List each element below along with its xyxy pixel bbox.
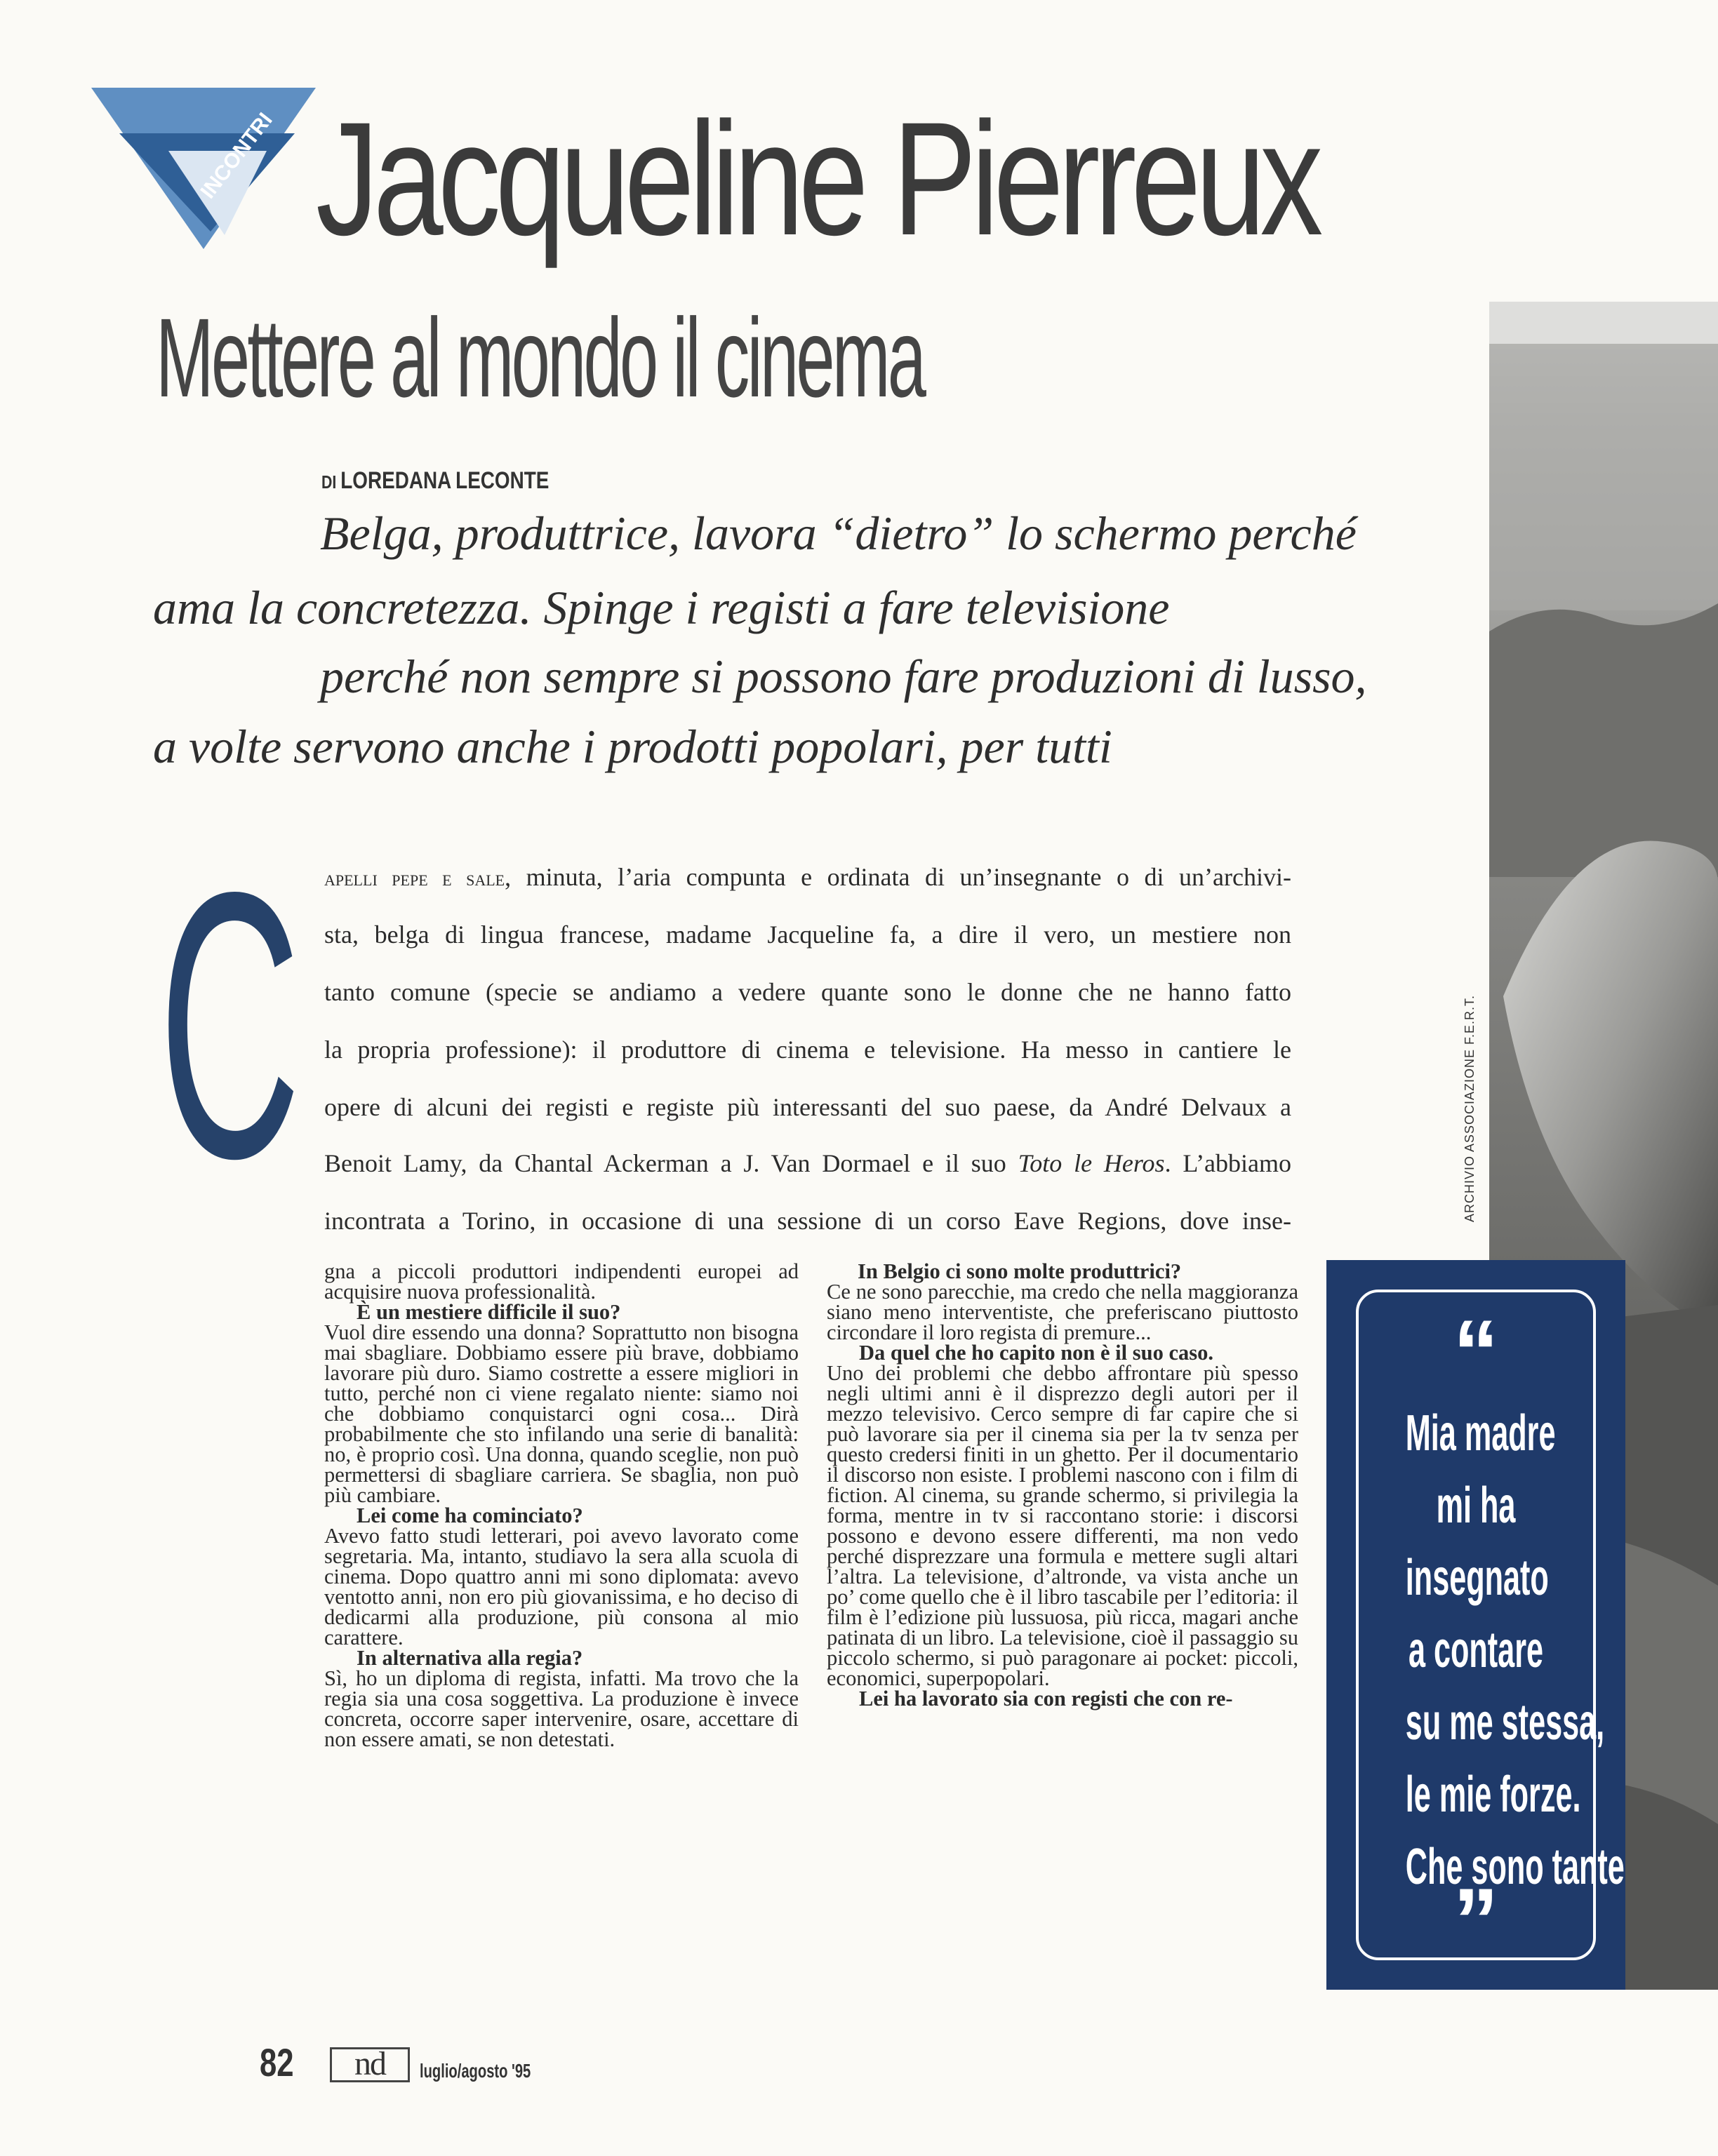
film-title: Toto le Heros	[1018, 1149, 1165, 1177]
intro-line-5: opere di alcuni dei registi e registe più interessanti del suo paese, da André Delvaux a	[324, 1093, 1291, 1121]
quote-line: a contare	[1408, 1622, 1544, 1678]
interview-question: È un mestiere difficile il suo?	[357, 1300, 621, 1324]
interview-answer: Uno dei problemi che debbo affrontare più spesso negli ultimi anni è il disprezzo degli autori per il mezzo televisivo. Cerco sempre di far capire che si può lavorare sia per il cinema sia per la tv senza per questo credersi finiti in un ghetto. Per il documentario il discorso non esiste. I problemi nascono con i film di fiction. Al cinema, su grande schermo, si privilegia la forma, mentre in tv si raccontano storie: i discorsi possono e devono essere differenti, ma non vedo perché disprezzare una formula e mettere sugli altari l’altra. La televisione, d’altronde, va vista anche un po’ come quello che è il libro tascabile per l’editoria: il film è l’edizione più lussuosa, più ricca, magari anche patinata di un libro. La televisione, cioè il passaggio su piccolo schermo, si può paragonare ai pocket: piccoli, economici, superpopolari.	[827, 1361, 1298, 1690]
interview-question: In Belgio ci sono molte produttrici?	[858, 1259, 1182, 1283]
lead-line-4: a volte servono anche i prodotti popolari, per tutti	[153, 720, 1112, 773]
section-badge-triangles	[84, 84, 323, 253]
article-subtitle: Mettere al mondo il cinema	[156, 295, 924, 420]
quote-line: insegnato	[1405, 1550, 1549, 1606]
quote-open-mark: “	[1453, 1301, 1499, 1403]
issue-date: luglio/agosto '95	[420, 2060, 531, 2082]
lead-line-3: perché non sempre si possono fare produzioni di lusso,	[320, 650, 1367, 703]
lead-line-1: Belga, produttrice, lavora “dietro” lo schermo perché	[320, 507, 1357, 560]
interview-answer: Ce ne sono parecchie, ma credo che nella maggioranza siano meno interventiste, che preferiscano piuttosto circondare il loro regista di premure...	[827, 1280, 1298, 1344]
byline-last: LECONTE	[455, 467, 550, 494]
intro-line-6: Benoit Lamy, da Chantal Ackerman a J. Van Dormael e il suo Toto le Heros. L’abbiamo	[324, 1149, 1292, 1177]
interview-answer: Sì, ho un diploma di regista, infatti. Ma trovo che la regia sia una cosa soggettiva. La produzione è invece concreta, occorre saper intervenire, osare, accettare di non essere amati, se non detestati.	[324, 1666, 799, 1751]
photo-credit: ARCHIVIO ASSOCIAZIONE F.E.R.T.	[1463, 994, 1477, 1222]
intro-line-1: apelli pepe e sale, minuta, l’aria compunta e ordinata di un’insegnante o di un’archivi-	[324, 863, 1291, 891]
lead-line-2: ama la concretezza. Spinge i registi a fare televisione	[153, 581, 1170, 634]
quote-close-mark: ”	[1453, 1869, 1499, 1971]
quote-line: mi ha	[1436, 1478, 1516, 1534]
intro-line-7: incontrata a Torino, in occasione di una sessione di un corso Eave Regions, dove inse-	[324, 1207, 1291, 1235]
article-column-1	[324, 1261, 799, 1750]
pull-quote-frame	[1356, 1290, 1625, 1971]
quote-line: Mia madre	[1405, 1405, 1556, 1461]
article-title: Jacqueline Pierreux	[316, 88, 1318, 269]
section-label: INCONTRI	[196, 108, 277, 203]
interview-answer: Avevo fatto studi letterari, poi avevo lavorato come segretaria. Ma, intanto, studiavo la sera alla scuola di cinema. Dopo quattro anni mi sono diplomata: avevo ventotto anni, non ero più giovanissima, e ho deciso di dedicarmi alla produzione, più consona al mio carattere.	[324, 1524, 799, 1649]
pull-quote-text	[1359, 1398, 1625, 1903]
drop-cap: C	[159, 814, 301, 1237]
body-paragraph: gna a piccoli produttori indipendenti europei ad acquisire nuova professionalità.	[324, 1259, 799, 1304]
article-column-2	[827, 1261, 1298, 1709]
quote-line: su me stessa,	[1405, 1694, 1605, 1750]
interview-question: Lei come ha cominciato?	[357, 1504, 583, 1527]
byline-prefix: DI	[321, 471, 337, 493]
interview-question: In alternativa alla regia?	[357, 1646, 583, 1670]
quote-line: le mie forze.	[1405, 1767, 1581, 1823]
intro-small-caps: apelli pepe e sale	[324, 865, 505, 890]
page-number: 82	[260, 2040, 294, 2084]
interview-question: Da quel che ho capito non è il suo caso.	[859, 1341, 1213, 1365]
pull-quote-box	[1326, 1260, 1625, 1990]
intro-line-2: sta, belga di lingua francese, madame Jacqueline fa, a dire il vero, un mestiere non	[324, 920, 1291, 949]
section-badge	[84, 84, 323, 253]
magazine-logo: nd	[330, 2047, 410, 2082]
intro-line-3: tanto comune (specie se andiamo a vedere quante sono le donne che ne hanno fatto	[324, 978, 1291, 1006]
byline-first: LOREDANA	[340, 467, 452, 494]
byline	[321, 467, 549, 495]
quote-line: Che sono tante	[1405, 1839, 1625, 1895]
interview-question: Lei ha lavorato sia con registi che con re-	[859, 1687, 1233, 1710]
interview-answer: Vuol dire essendo una donna? Soprattutto non bisogna mai sbagliare. Dobbiamo essere più brave, dobbiamo lavorare più duro. Siamo costrette a essere migliori in tutto, perché non ci viene regalato niente: siamo noi che dobbiamo conquistarci ogni cosa... Dirà probabilmente che sto infilando una serie di banalità: no, è proprio così. Una donna, quando sceglie, non può permettersi di sbagliare carriera. Se sbaglia, non può più cambiare.	[324, 1320, 799, 1507]
intro-line-4: la propria professione): il produttore di cinema e televisione. Ha messo in cantiere le	[324, 1036, 1291, 1064]
